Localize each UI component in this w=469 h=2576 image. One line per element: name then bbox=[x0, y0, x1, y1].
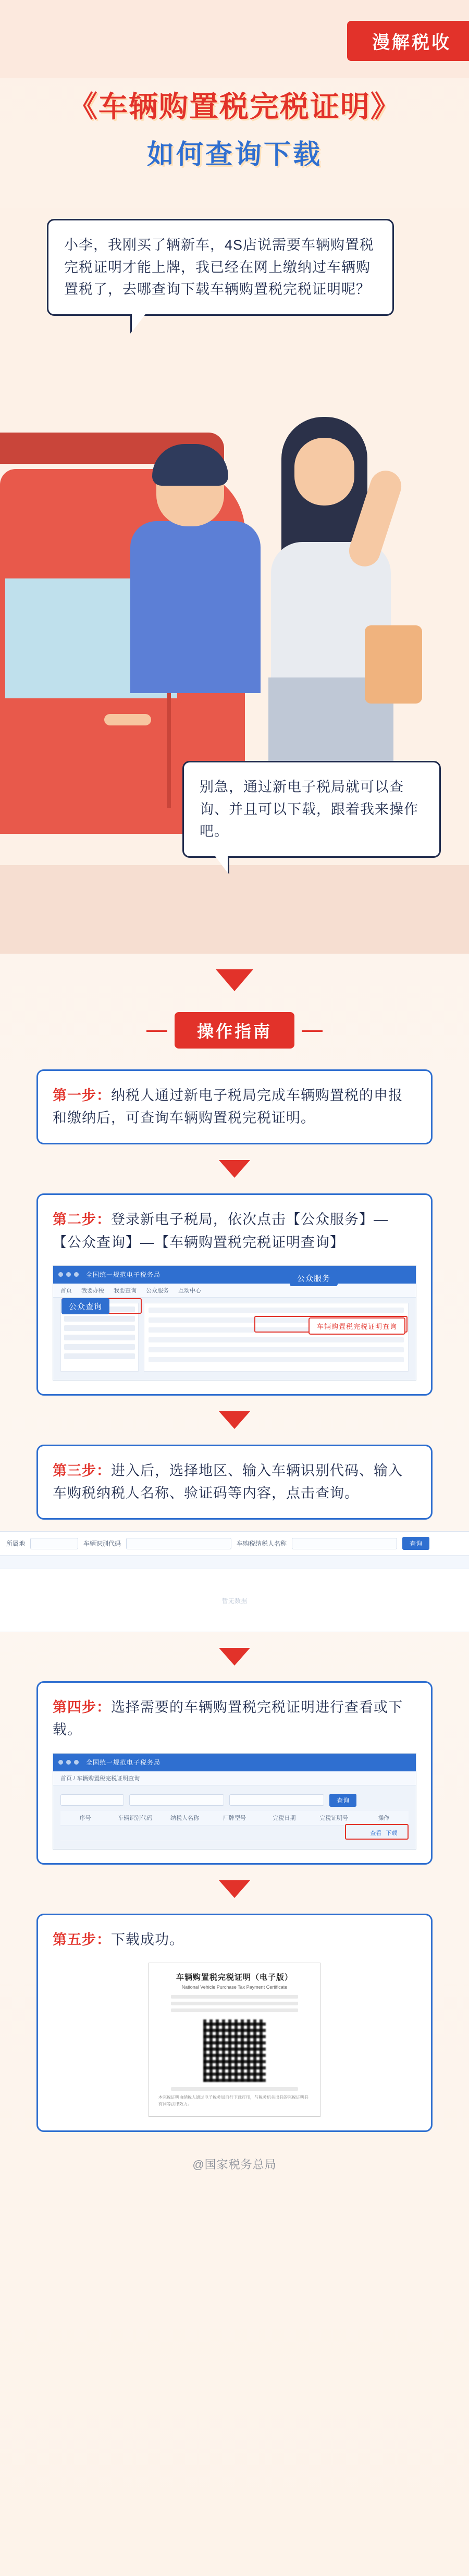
col-vin bbox=[78, 1556, 156, 1569]
certificate-placeholder-line bbox=[171, 2087, 298, 2091]
main-placeholder-row bbox=[149, 1357, 404, 1362]
woman-face-shape bbox=[294, 438, 354, 506]
col-cert-no bbox=[391, 1556, 469, 1569]
col-date bbox=[313, 1556, 391, 1569]
step-4-number: 第四步： bbox=[53, 1699, 111, 1716]
tax-certificate bbox=[149, 1963, 320, 2117]
callout-vehicle-cert-query[interactable]: 车辆购置税完税证明查询 bbox=[308, 1317, 405, 1335]
view-button[interactable]: 查看 bbox=[370, 1830, 382, 1837]
cell-vin bbox=[110, 1826, 159, 1840]
screenshot-step-2 bbox=[53, 1265, 416, 1381]
highlight-box-actions bbox=[345, 1824, 409, 1840]
nav-item-home[interactable]: 首页 bbox=[60, 1287, 72, 1294]
window-dot-1 bbox=[58, 1760, 63, 1765]
step-5-number: 第五步： bbox=[53, 1931, 111, 1948]
page-title bbox=[0, 89, 469, 171]
main-placeholder-row bbox=[149, 1308, 404, 1313]
col-name-4: 纳税人名称 bbox=[170, 1815, 200, 1821]
arrow-down-3 bbox=[219, 1411, 250, 1429]
window-dot-2 bbox=[66, 1760, 71, 1765]
screenshot-step-3-wrapper bbox=[0, 1531, 469, 1632]
step-5-text bbox=[53, 1929, 416, 1951]
step-3-body: 进入后，选择地区、输入车辆识别代码、输入车购税纳税人名称、验证码等内容，点击查询。 bbox=[53, 1462, 403, 1501]
speech-bubble-answer: 别急，通过新电子税局就可以查询、并且可以下载，跟着我来操作吧。 bbox=[182, 761, 441, 858]
screenshot-titlebar-4 bbox=[53, 1754, 416, 1771]
vin-label: 车辆识别代码 bbox=[83, 1540, 121, 1548]
certificate-placeholder-line bbox=[171, 2008, 298, 2012]
sidebar-placeholder-row bbox=[64, 1325, 135, 1331]
filter-name-input[interactable] bbox=[229, 1794, 324, 1806]
step-4-text bbox=[53, 1696, 416, 1741]
cell-name bbox=[160, 1826, 209, 1840]
screenshot-step-4 bbox=[53, 1753, 416, 1850]
arrow-down-1 bbox=[216, 969, 253, 991]
screenshot-navbar bbox=[53, 1284, 416, 1298]
step-2-body: 登录新电子税局，依次点击【公众服务】—【公众查询】—【车辆购置税完税证明查询】 bbox=[53, 1212, 388, 1250]
main-placeholder-row bbox=[149, 1347, 404, 1352]
col-vin-4: 车辆识别代码 bbox=[118, 1815, 153, 1821]
screenshot-breadcrumb-4 bbox=[53, 1771, 416, 1785]
arrow-down-4 bbox=[219, 1648, 250, 1666]
qr-code-icon bbox=[203, 2019, 266, 2082]
filter-search-button[interactable]: 查询 bbox=[329, 1794, 356, 1807]
callout-public-service[interactable]: 公众服务 bbox=[290, 1270, 338, 1286]
window-dot-1 bbox=[58, 1272, 63, 1277]
comic-illustration bbox=[0, 208, 469, 954]
col-index bbox=[0, 1556, 78, 1569]
vin-input[interactable] bbox=[126, 1538, 231, 1549]
arrow-down-5 bbox=[219, 1880, 250, 1898]
col-index-4: 序号 bbox=[79, 1815, 91, 1821]
screenshot-titlebar bbox=[53, 1266, 416, 1284]
step-5-body: 下载成功。 bbox=[111, 1931, 184, 1948]
nav-item-query[interactable]: 我要查询 bbox=[114, 1287, 137, 1294]
step-card-3 bbox=[36, 1445, 433, 1520]
title-sub: 如何查询下载 bbox=[146, 140, 322, 170]
col-name bbox=[156, 1556, 234, 1569]
top-banner bbox=[0, 0, 469, 78]
breadcrumb: 首页 / 车辆购置税完税证明查询 bbox=[60, 1775, 140, 1782]
step-card-4 bbox=[36, 1681, 433, 1864]
banner-tag: 漫解税收 bbox=[347, 21, 469, 61]
footer-credit: @国家税务总局 bbox=[192, 2158, 277, 2171]
col-model bbox=[234, 1556, 313, 1569]
step-3-number: 第三步： bbox=[53, 1462, 111, 1478]
certificate-placeholder-line bbox=[171, 2002, 298, 2005]
sidebar-placeholder-row bbox=[64, 1316, 135, 1322]
callout-public-query[interactable]: 公众查询 bbox=[61, 1298, 109, 1314]
main-placeholder-row bbox=[149, 1337, 404, 1342]
screenshot-title-4: 全国统一规范电子税务局 bbox=[86, 1759, 161, 1766]
ground-shape bbox=[0, 865, 469, 954]
certificate-placeholder-line bbox=[171, 1995, 298, 1999]
col-date-4: 完税日期 bbox=[273, 1815, 296, 1821]
step-card-1 bbox=[36, 1069, 433, 1144]
cell-model bbox=[209, 1826, 259, 1840]
title-main: 《车辆购置税完税证明》 bbox=[68, 90, 401, 123]
step-1-number: 第一步： bbox=[53, 1088, 111, 1103]
step-1-body: 纳税人通过新电子税局完成车辆购置税的申报和缴纳后，可查询车辆购置税完税证明。 bbox=[53, 1088, 403, 1126]
nav-item-handle-tax[interactable]: 我要办税 bbox=[81, 1287, 104, 1294]
step-4-body: 选择需要的车辆购置税完税证明进行查看或下载。 bbox=[53, 1699, 403, 1738]
nav-item-public-service[interactable]: 公众服务 bbox=[146, 1287, 169, 1294]
col-model-4: 厂牌型号 bbox=[223, 1815, 246, 1821]
guide-label: 操作指南 bbox=[175, 1012, 294, 1049]
sidebar-placeholder-row bbox=[64, 1353, 135, 1359]
step-2-number: 第二步： bbox=[53, 1212, 111, 1228]
nav-item-interaction[interactable]: 互动中心 bbox=[178, 1287, 201, 1294]
region-label: 所属地 bbox=[6, 1540, 26, 1548]
step-3-text bbox=[53, 1460, 416, 1505]
sidebar-placeholder-row bbox=[64, 1335, 135, 1340]
screenshot-step-3 bbox=[0, 1531, 469, 1632]
filter-vin-input[interactable] bbox=[129, 1794, 224, 1806]
step-card-2 bbox=[36, 1193, 433, 1395]
man-body-shape bbox=[130, 521, 261, 693]
step-1-text bbox=[53, 1084, 416, 1129]
window-dot-2 bbox=[66, 1272, 71, 1277]
cell-index bbox=[60, 1826, 110, 1840]
filter-row-4 bbox=[60, 1791, 409, 1810]
window-dot-3 bbox=[74, 1760, 79, 1765]
col-action-4: 操作 bbox=[378, 1815, 390, 1821]
search-button[interactable]: 查询 bbox=[402, 1537, 429, 1550]
speech-bubble-question: 小李，我刚买了辆新车，4S店说需要车辆购置税完税证明才能上牌，我已经在网上缴纳过车辆购置税了，去哪查询下载车辆购置税完税证明呢？ bbox=[47, 219, 394, 316]
taxpayer-input[interactable] bbox=[292, 1538, 397, 1549]
sidebar-placeholder-row bbox=[64, 1344, 135, 1350]
result-table-header-4 bbox=[60, 1810, 409, 1826]
window-dot-3 bbox=[74, 1272, 79, 1277]
certificate-footnote: 本完税证明由纳税人通过电子税务局自行下载打印，与税务机关出具的完税证明具有同等法律效力。 bbox=[158, 2094, 308, 2107]
arrow-down-2 bbox=[219, 1160, 250, 1178]
certificate-title: 车辆购置税完税证明（电子版） bbox=[176, 1973, 293, 1982]
query-form-row bbox=[0, 1532, 469, 1556]
step-card-5 bbox=[36, 1914, 433, 2132]
download-button[interactable]: 下载 bbox=[386, 1830, 398, 1837]
region-select[interactable] bbox=[30, 1538, 78, 1549]
col-cert-no-4: 完税证明号 bbox=[319, 1815, 349, 1821]
step-2-text bbox=[53, 1209, 416, 1253]
car-handle-shape bbox=[104, 714, 151, 725]
screenshot-main-panel bbox=[144, 1303, 409, 1372]
cell-date bbox=[260, 1826, 309, 1840]
handbag-shape bbox=[365, 625, 422, 704]
empty-result-area: 暂无数据 bbox=[0, 1569, 469, 1632]
taxpayer-label: 车购税纳税人名称 bbox=[237, 1540, 287, 1548]
screenshot-title: 全国统一规范电子税务局 bbox=[86, 1271, 161, 1279]
result-table-header bbox=[0, 1556, 469, 1569]
certificate-subtitle: National Vehicle Purchase Tax Payment Certificate bbox=[181, 1984, 288, 1990]
filter-region-select[interactable] bbox=[60, 1794, 124, 1806]
